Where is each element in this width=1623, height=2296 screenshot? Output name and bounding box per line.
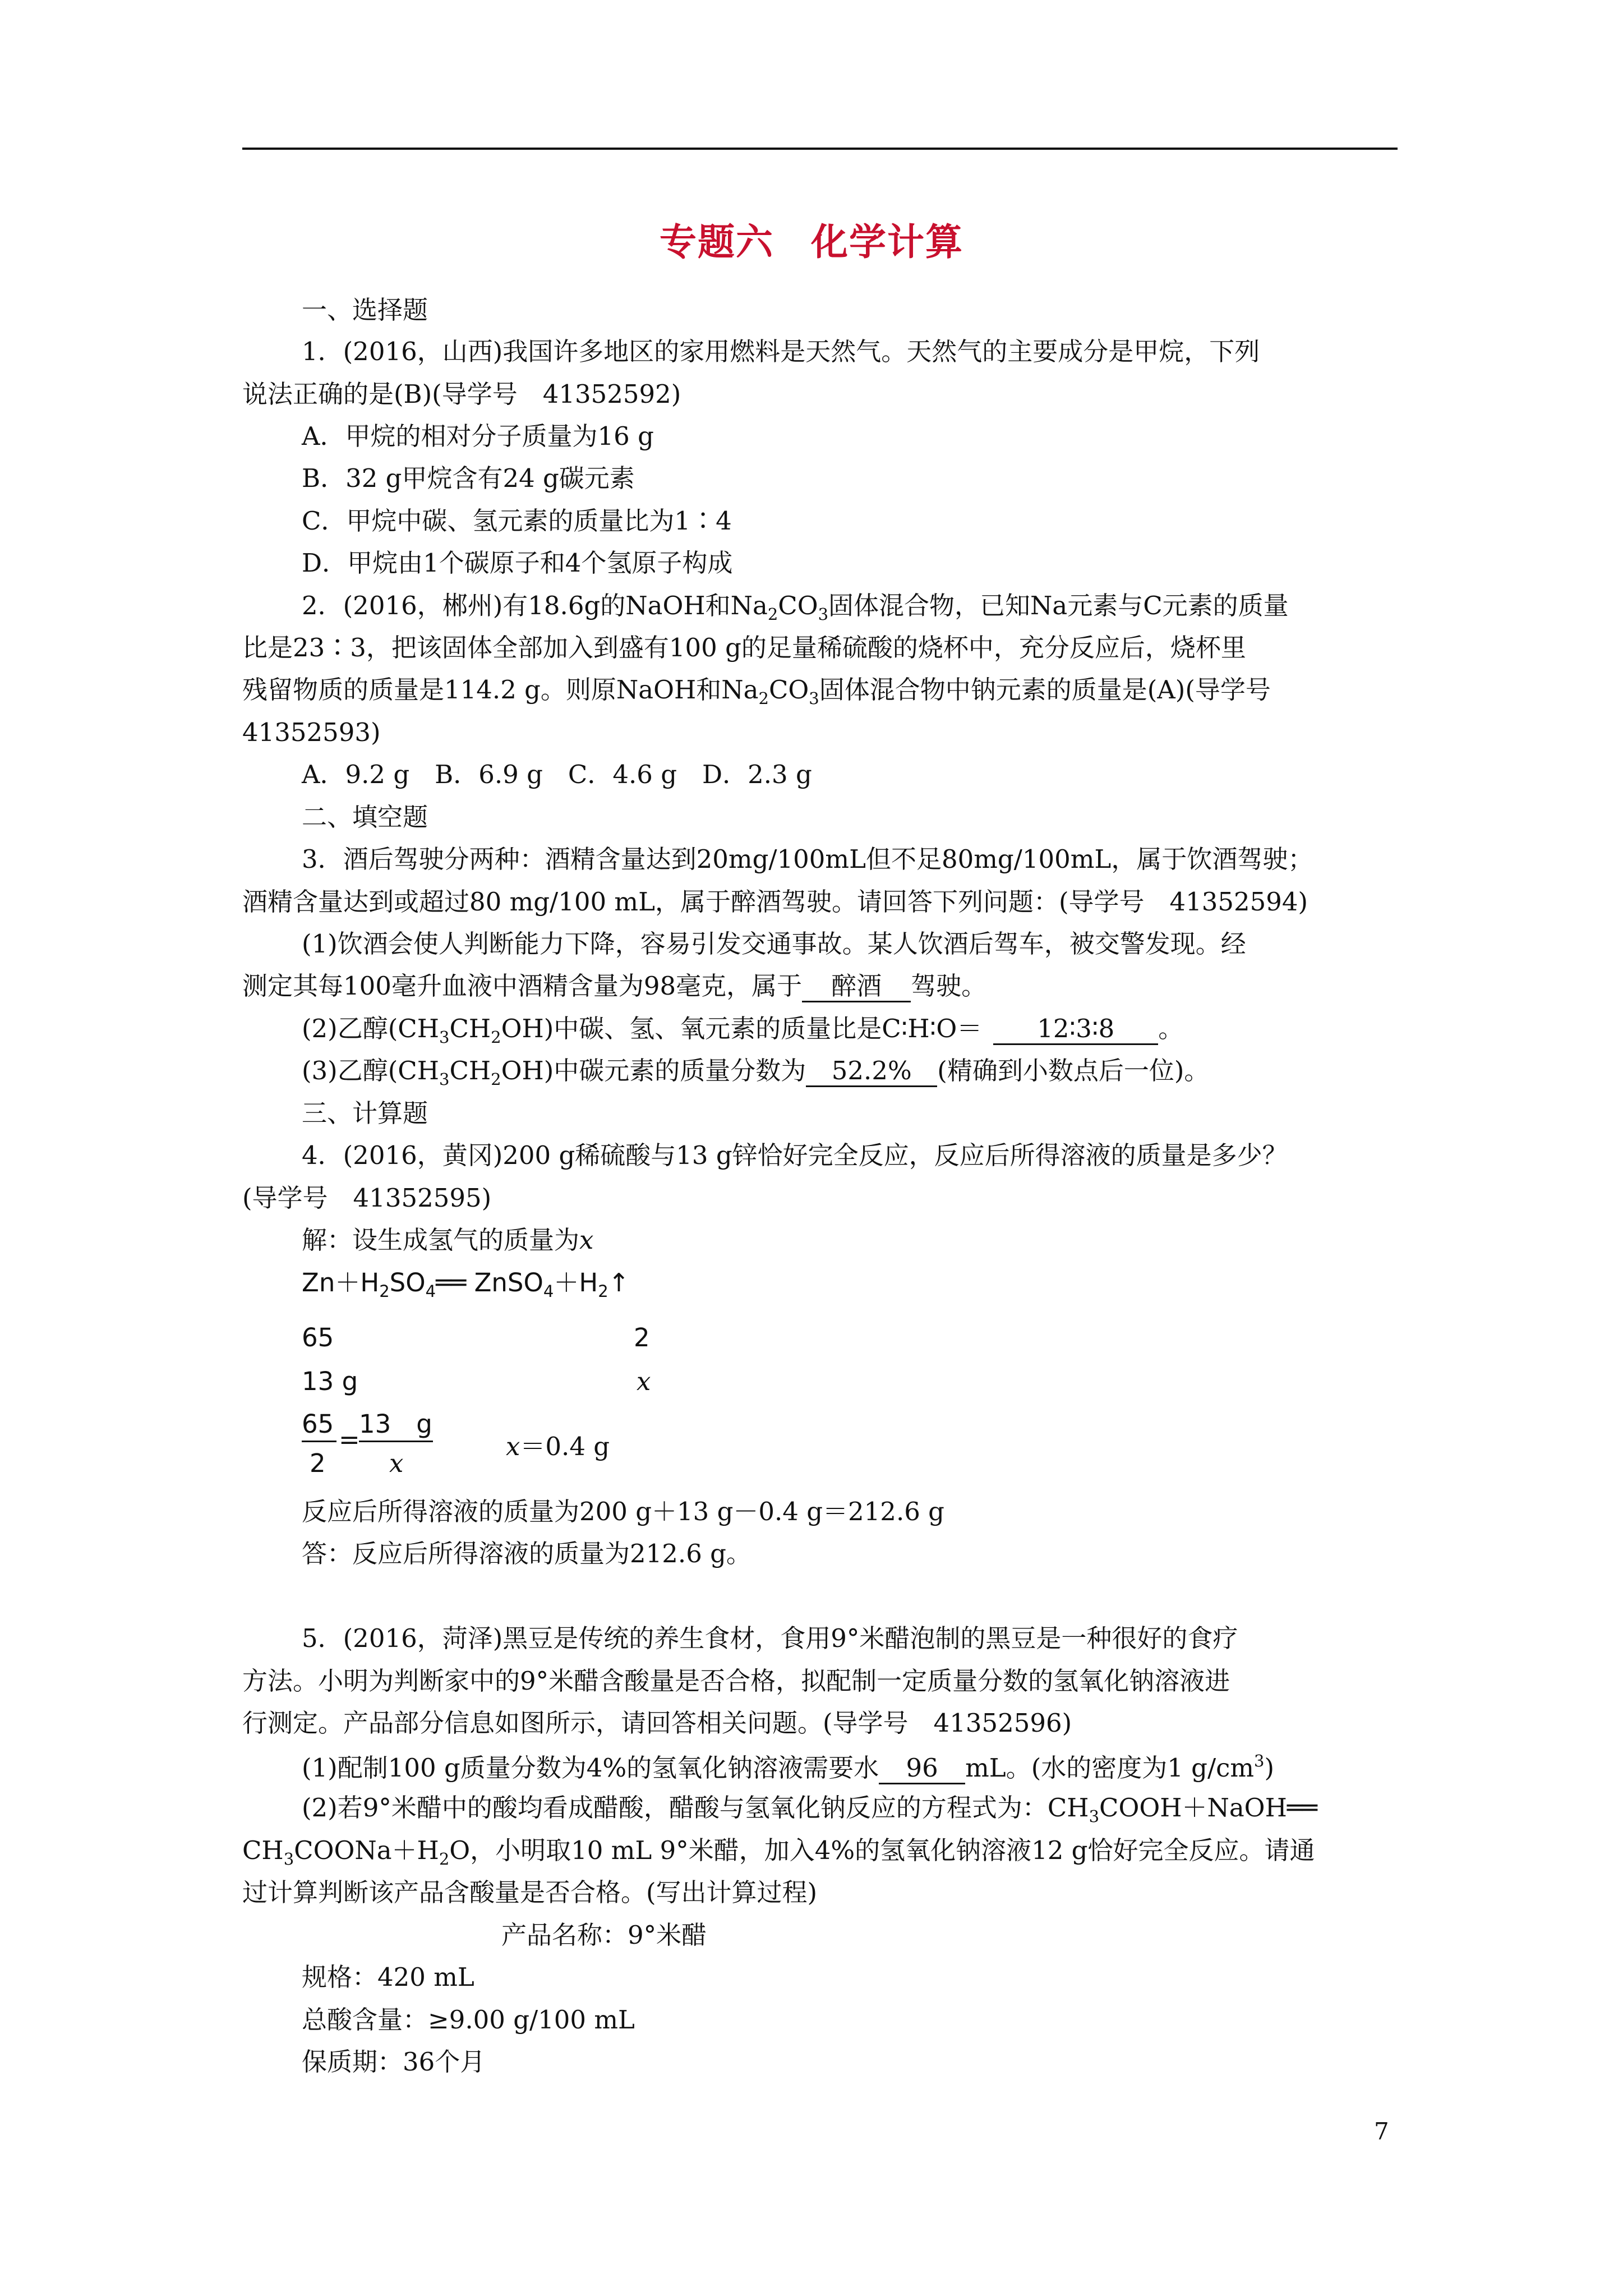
q2-line2: 比是23∶3，把该固体全部加入到盛有100 g的足量稀硫酸的烧杯中，充分反应后，烧杯里 (242, 633, 1246, 662)
q4-mass-13g: 13 g (302, 1366, 358, 1396)
q3-part3: (3)乙醇$(CH_3CH_2OH)$中碳元素的质量分数为 52.2% (精确到小数点后一位)。 (302, 1056, 1210, 1089)
header-rule (242, 148, 1398, 150)
q4-answer: 答：反应后所得溶液的质量为212.6 g。 (302, 1539, 751, 1568)
q4-molar-65: 65 (302, 1323, 334, 1352)
product-label-acid: 总酸含量：≥9.00 g/100 mL (302, 2005, 635, 2035)
q4-mass-x: x (637, 1366, 651, 1396)
q2-line1: 2．(2016，郴州)有18.6g的NaOH和$Na_2CO_3$固体混合物，已知Na元素与C元素的质量 (302, 591, 1289, 624)
page-number: 7 (1374, 2118, 1389, 2145)
q5-part2-line3: 过计算判断该产品含酸量是否合格。(写出计算过程) (242, 1878, 818, 1907)
title-right: 化学计算 (811, 220, 963, 264)
q4-line1: 4．(2016，黄冈)200 g稀硫酸与13 g锌恰好完全反应，反应后所得溶液的质量是多少？ (302, 1140, 1288, 1170)
q4-solution-setup: 解：设生成氢气的质量为x (302, 1225, 594, 1255)
q4-frac-equals: = (339, 1425, 360, 1455)
q4-frac1-numerator: 65 (302, 1409, 334, 1439)
q2-line4: 41352593) (242, 717, 381, 747)
q1-line1: 1．(2016，山西)我国许多地区的家用燃料是天然气。天然气的主要成分是甲烷，下列 (302, 337, 1260, 366)
q4-frac2-numerator: 13 g (359, 1409, 432, 1439)
q4-solution-mass: 反应后所得溶液的质量为200 g＋13 g－0.4 g＝212.6 g (302, 1497, 944, 1526)
section-heading-calc: 三、计算题 (302, 1098, 428, 1128)
q1-option-a: A．甲烷的相对分子质量为16 g (302, 421, 654, 451)
q5-line2: 方法。小明为判断家中的9°米醋含酸量是否合格，拟配制一定质量分数的氢氧化钠溶液进 (242, 1666, 1230, 1696)
q2-options: A．9.2 g B．6.9 g C．4.6 g D．2.3 g (302, 760, 812, 789)
page-title (0, 212, 1623, 265)
q5-part1: (1)配制100 g质量分数为4%的氢氧化钠溶液需要水 96 mL。(水的密度为1 $g/cm^3$) (302, 1753, 1274, 1784)
q1-option-b: B．32 g甲烷含有24 g碳元素 (302, 463, 635, 493)
q4-molar-2: 2 (634, 1323, 650, 1352)
q5-line3: 行测定。产品部分信息如图所示，请回答相关问题。(导学号 41352596) (242, 1708, 1072, 1738)
q4-line2: (导学号 41352595) (242, 1183, 492, 1213)
q4-equation: $Zn+H_2SO_4══$ $ZnSO_4+H_2↑$ (302, 1268, 630, 1301)
title-left: 专题六 (660, 220, 774, 264)
product-label-name: 产品名称：9°米醋 (501, 1920, 707, 1950)
q3-line1: 3．酒后驾驶分两种：酒精含量达到20mg/100mL但不足80mg/100mL，属于饮酒驾驶； (302, 844, 1313, 874)
q3-part1-answer: 醉酒 (802, 973, 911, 1002)
q3-part2: (2)乙醇$(CH_3CH_2OH)$中碳、氢、氧元素的质量比是C∶H∶O＝ 12∶3∶8 。 (302, 1014, 1184, 1047)
q4-frac2-denominator: x (389, 1448, 404, 1478)
q3-part3-answer: 52.2% (806, 1058, 937, 1087)
q2-line3: 残留物质的质量是114.2 g。则原NaOH和$Na_2CO_3$固体混合物中钠元素的质量是(A)(导学号 (242, 675, 1271, 708)
section-heading-choice: 一、选择题 (302, 295, 428, 325)
q1-line2: 说法正确的是(B)(导学号 41352592) (242, 379, 681, 409)
q5-part2-line1: (2)若9°米醋中的酸均看成醋酸，醋酸与氢氧化钠反应的方程式为：$CH_3COOH+NaOH══$ (302, 1793, 1317, 1826)
q5-part1-answer: 96 (879, 1755, 965, 1784)
q3-part1-line2: 测定其每100毫升血液中酒精含量为98毫克，属于 醉酒 驾驶。 (242, 973, 986, 1002)
q1-option-d: D．甲烷由1个碳原子和4个氢原子构成 (302, 548, 733, 578)
q5-part2-line2: $CH_3COONa+H_2O$，小明取10 mL 9°米醋，加入4%的氢氧化钠溶液12 g恰好完全反应。请通 (242, 1835, 1315, 1869)
q3-line2: 酒精含量达到或超过80 mg/100 mL，属于醉酒驾驶。请回答下列问题：(导学号 41352594) (242, 887, 1308, 917)
q3-part2-answer: 12∶3∶8 (993, 1016, 1158, 1045)
q4-result: x＝0.4 g (506, 1432, 610, 1461)
section-heading-fill: 二、填空题 (302, 802, 428, 832)
q3-part1-line1: (1)饮酒会使人判断能力下降，容易引发交通事故。某人饮酒后驾车，被交警发现。经 (302, 929, 1246, 959)
q5-line1: 5．(2016，菏泽)黑豆是传统的养生食材，食用9°米醋泡制的黑豆是一种很好的食疗 (302, 1623, 1238, 1653)
product-label-shelf-life: 保质期：36个月 (302, 2047, 486, 2077)
q1-option-c: C．甲烷中碳、氢元素的质量比为1∶4 (302, 506, 732, 536)
q4-frac1-denominator: 2 (310, 1448, 326, 1478)
product-label-spec: 规格：420 mL (302, 1962, 474, 1992)
